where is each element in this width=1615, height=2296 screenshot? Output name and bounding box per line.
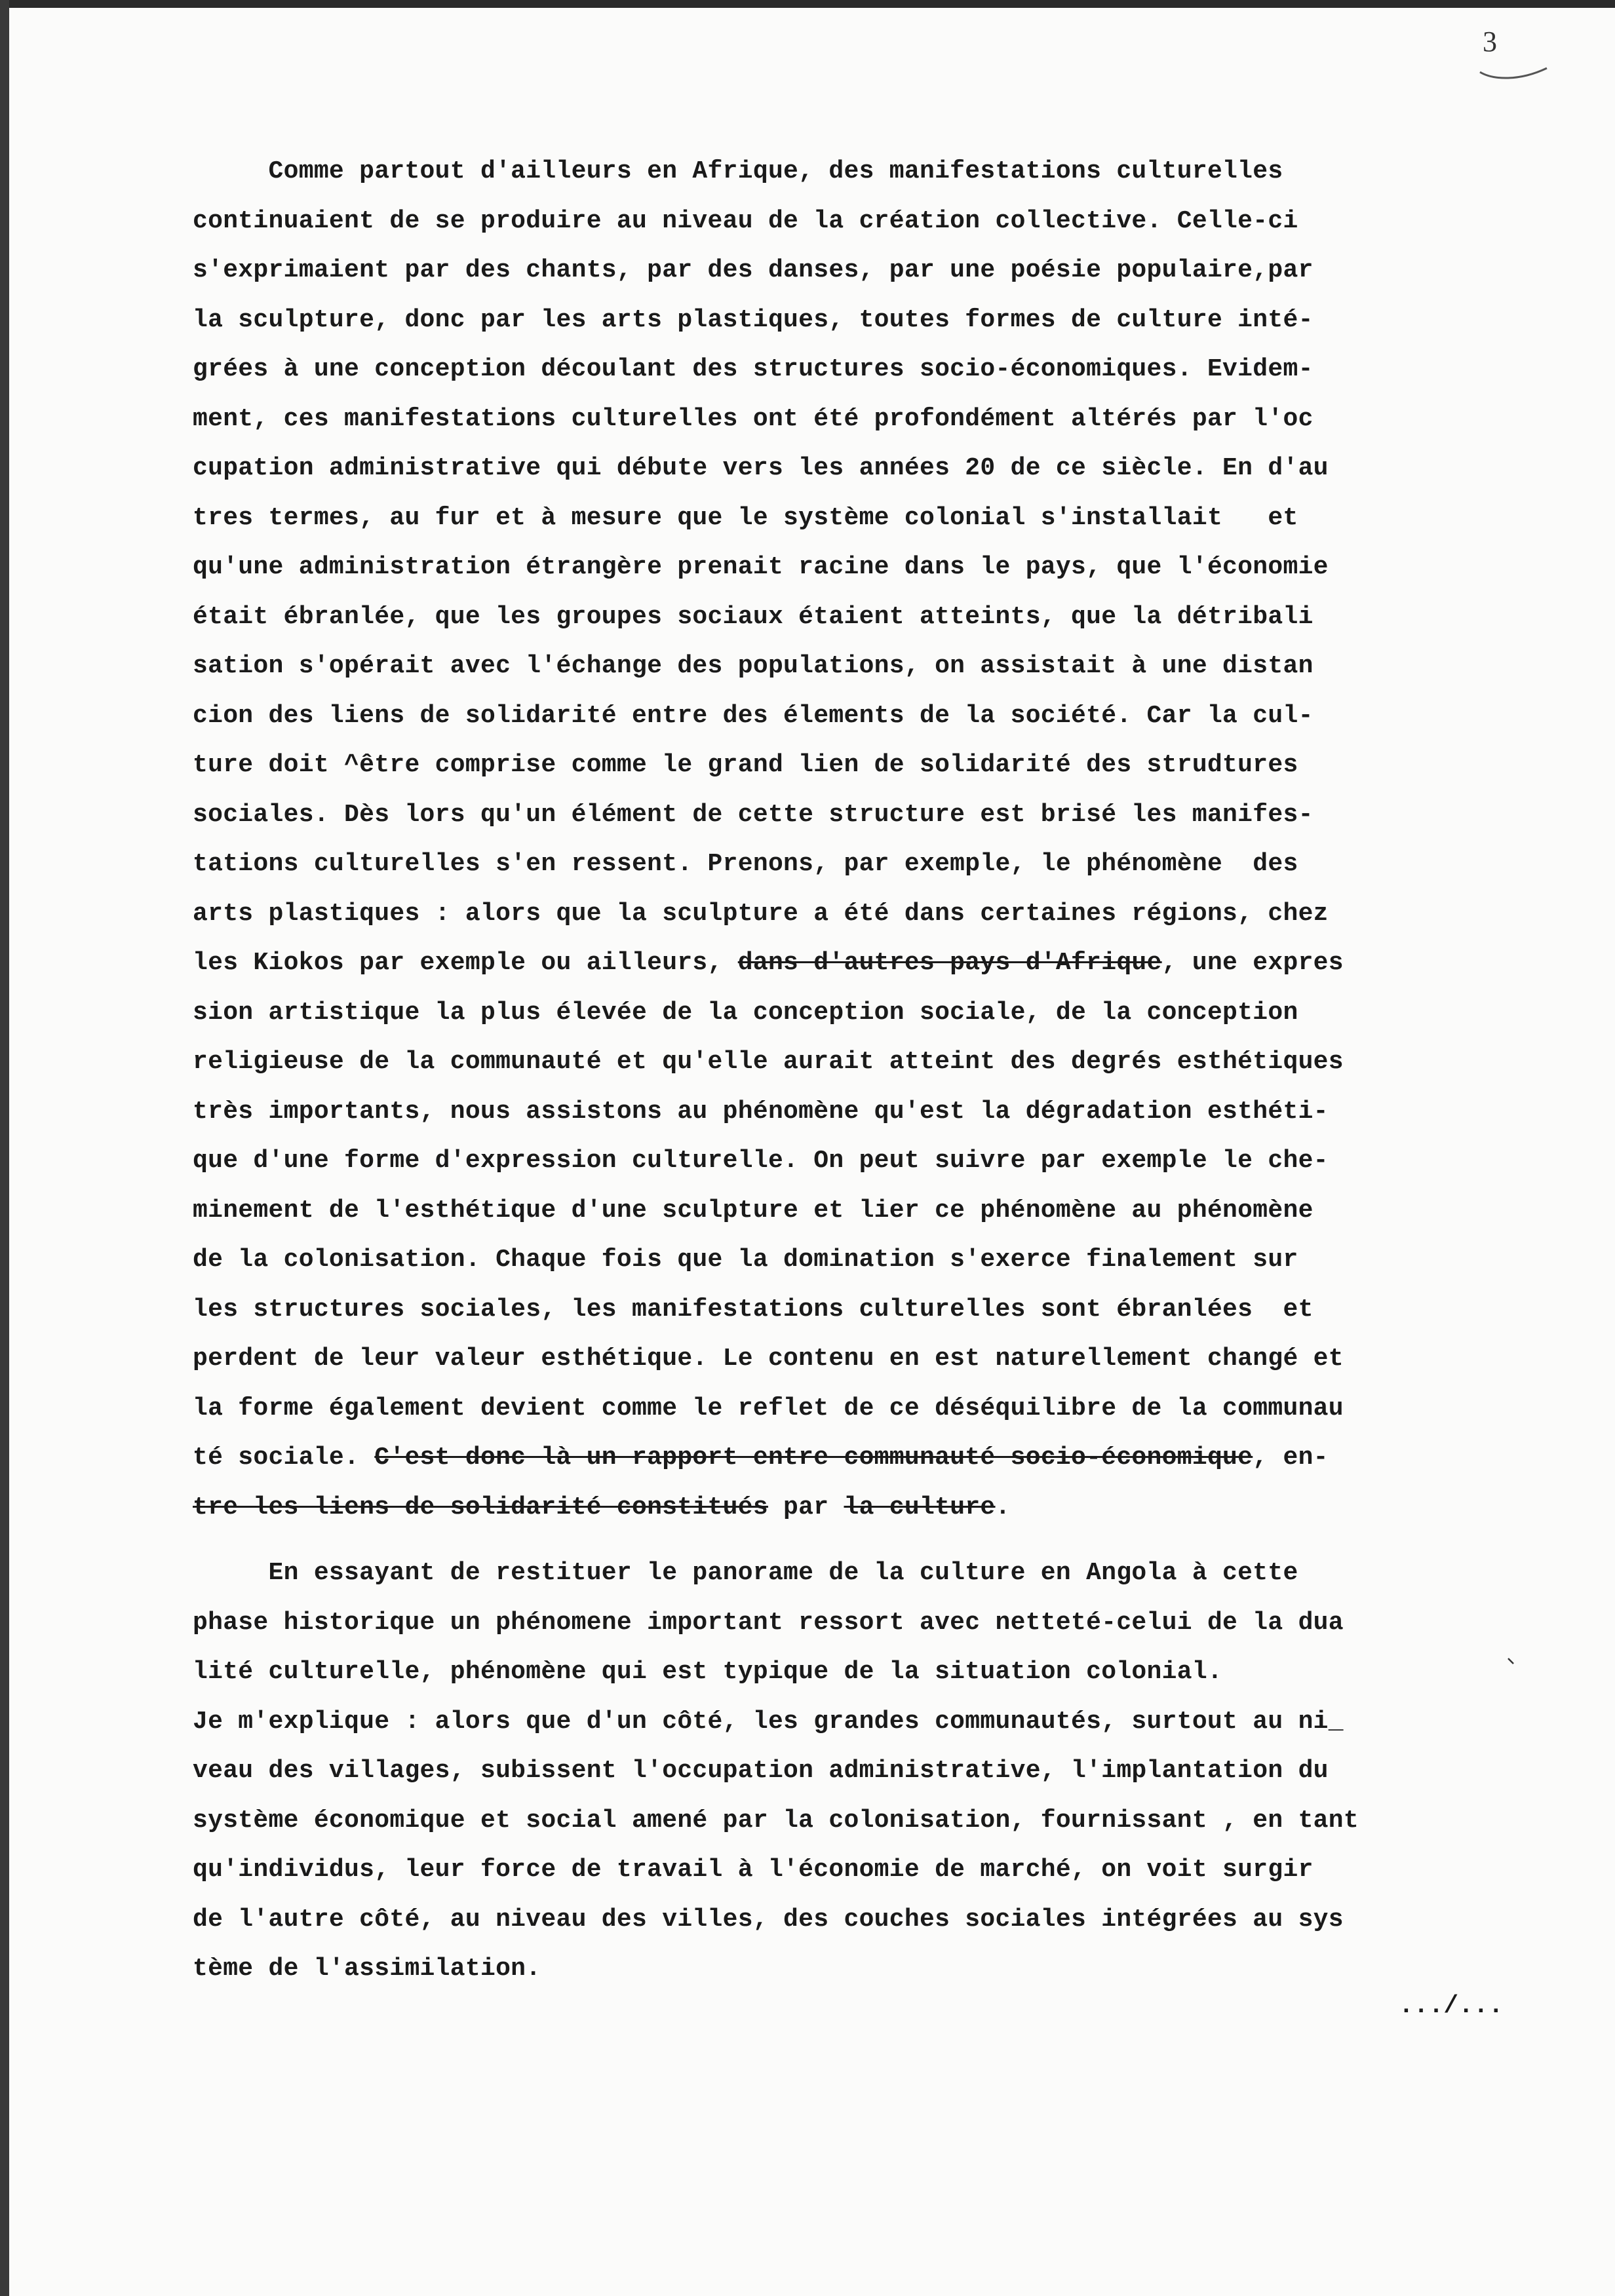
- text-line: [193, 493, 1517, 543]
- text-line: [193, 1895, 1517, 1945]
- text-run: Comme partout d'ailleurs en Afrique, des manifestations culturelles: [193, 157, 1283, 185]
- struck-text: C'est donc là un rapport entre communauté socio-économique: [374, 1444, 1253, 1472]
- scan-top-edge: [0, 0, 1615, 8]
- text-line: [193, 592, 1517, 642]
- text-run: sion artistique la plus élevée de la conception sociale, de la conception: [193, 998, 1298, 1027]
- text-line: [193, 938, 1517, 988]
- text-run: En essayant de restituer le panorame de la culture en Angola à cette: [193, 1559, 1298, 1587]
- text-line: [193, 444, 1517, 493]
- text-run: continuaient de se produire au niveau de la création collective. Celle-ci: [193, 206, 1298, 235]
- text-run: religieuse de la communauté et qu'elle aurait atteint des degrés esthétiques: [193, 1048, 1344, 1076]
- scan-left-edge: [0, 0, 9, 2296]
- text-line: [193, 1697, 1517, 1747]
- text-line: [193, 1186, 1517, 1236]
- text-run: qu'une administration étrangère prenait racine dans le pays, que l'économie: [193, 553, 1329, 581]
- typed-text-body: [193, 147, 1517, 1994]
- text-run: phase historique un phénomene important ressort avec netteté-celui de la dua: [193, 1608, 1344, 1637]
- text-run: ture doit ^être comprise comme le grand lien de solidarité des strudtures: [193, 751, 1298, 779]
- struck-text: dans d'autres pays d'Afrique: [737, 949, 1162, 977]
- text-run: s'exprimaient par des chants, par des danses, par une poésie populaire,par: [193, 256, 1313, 284]
- text-run: cupation administrative qui débute vers les années 20 de ce siècle. En d'au: [193, 454, 1329, 482]
- text-run: de l'autre côté, au niveau des villes, des couches sociales intégrées au sys: [193, 1905, 1344, 1934]
- text-line: [193, 1746, 1517, 1796]
- text-line: [193, 543, 1517, 592]
- text-line: [193, 691, 1517, 741]
- text-run: tres termes, au fur et à mesure que le système colonial s'installait et: [193, 503, 1298, 532]
- text-run: était ébranlée, que les groupes sociaux étaient atteints, que la détribali: [193, 602, 1313, 631]
- text-line: [193, 1548, 1517, 1598]
- text-line: [193, 1087, 1517, 1137]
- text-run: par: [768, 1493, 844, 1521]
- text-line: [193, 1037, 1517, 1087]
- text-run: ment, ces manifestations culturelles ont été profondément altérés par l'oc: [193, 404, 1313, 433]
- text-line: [193, 1598, 1517, 1648]
- text-line: [193, 1285, 1517, 1335]
- text-run: Je m'explique : alors que d'un côté, les grandes communautés, surtout au ni_: [193, 1707, 1344, 1736]
- text-line: [193, 740, 1517, 790]
- text-line: [193, 1384, 1517, 1434]
- text-run: système économique et social amené par la colonisation, fournissant , en tant: [193, 1806, 1359, 1835]
- text-line: [193, 1845, 1517, 1895]
- text-run: , une expres: [1161, 949, 1344, 977]
- text-line: [193, 147, 1517, 197]
- text-run: sociales. Dès lors qu'un élément de cette structure est brisé les manifes-: [193, 800, 1313, 829]
- margin-tick-mark: [1508, 1658, 1514, 1664]
- text-line: [193, 1235, 1517, 1285]
- text-line: [193, 889, 1517, 939]
- text-line: [193, 1483, 1517, 1533]
- text-run: té sociale.: [193, 1444, 375, 1472]
- text-line: [193, 988, 1517, 1038]
- text-line: [193, 197, 1517, 246]
- paragraph-gap: [193, 1532, 1517, 1548]
- text-line: [193, 246, 1517, 296]
- text-run: les structures sociales, les manifestations culturelles sont ébranlées et: [193, 1295, 1313, 1324]
- text-run: qu'individus, leur force de travail à l'économie de marché, on voit surgir: [193, 1856, 1313, 1884]
- text-line: [193, 641, 1517, 691]
- text-run: perdent de leur valeur esthétique. Le contenu en est naturellement changé et: [193, 1345, 1344, 1373]
- text-run: sation s'opérait avec l'échange des populations, on assistait à une distan: [193, 652, 1313, 680]
- struck-text: la culture: [844, 1493, 996, 1521]
- page-number: 3: [1483, 26, 1497, 58]
- text-run: la sculpture, donc par les arts plastiques, toutes formes de culture inté-: [193, 305, 1313, 334]
- struck-text: tre les liens de solidarité constitués: [193, 1493, 768, 1521]
- text-run: que d'une forme d'expression culturelle. On peut suivre par exemple le che-: [193, 1147, 1329, 1175]
- text-line: [193, 1796, 1517, 1846]
- text-line: [193, 345, 1517, 394]
- text-run: les Kiokos par exemple ou ailleurs,: [193, 949, 738, 977]
- text-run: la forme également devient comme le reflet de ce déséquilibre de la communau: [193, 1394, 1344, 1423]
- text-run: minement de l'esthétique d'une sculpture et lier ce phénomène au phénomène: [193, 1196, 1313, 1225]
- text-run: cion des liens de solidarité entre des élements de la société. Car la cul-: [193, 701, 1313, 730]
- text-run: lité culturelle, phénomène qui est typique de la situation colonial.: [193, 1658, 1223, 1686]
- text-run: .: [995, 1493, 1011, 1521]
- text-line: [193, 1647, 1517, 1697]
- text-line: [193, 839, 1517, 889]
- text-run: tème de l'assimilation.: [193, 1955, 541, 1983]
- text-run: veau des villages, subissent l'occupation administrative, l'implantation du: [193, 1757, 1329, 1785]
- text-line: [193, 296, 1517, 345]
- text-line: [193, 790, 1517, 840]
- continuation-marker: .../...: [1399, 1992, 1504, 2020]
- text-line: [193, 394, 1517, 444]
- text-run: grées à une conception découlant des structures socio-économiques. Evidem-: [193, 355, 1313, 383]
- text-line: [193, 1334, 1517, 1384]
- text-run: , en-: [1253, 1444, 1329, 1472]
- paragraph: [193, 1548, 1517, 1994]
- text-run: très importants, nous assistons au phénomène qu'est la dégradation esthéti-: [193, 1097, 1329, 1126]
- text-line: [193, 1433, 1517, 1483]
- text-line: [193, 1944, 1517, 1994]
- text-run: arts plastiques : alors que la sculpture a été dans certaines régions, chez: [193, 899, 1329, 928]
- text-run: de la colonisation. Chaque fois que la domination s'exerce finalement sur: [193, 1246, 1298, 1274]
- text-line: [193, 1136, 1517, 1186]
- paragraph: [193, 147, 1517, 1532]
- text-run: tations culturelles s'en ressent. Prenons, par exemple, le phénomène des: [193, 850, 1298, 878]
